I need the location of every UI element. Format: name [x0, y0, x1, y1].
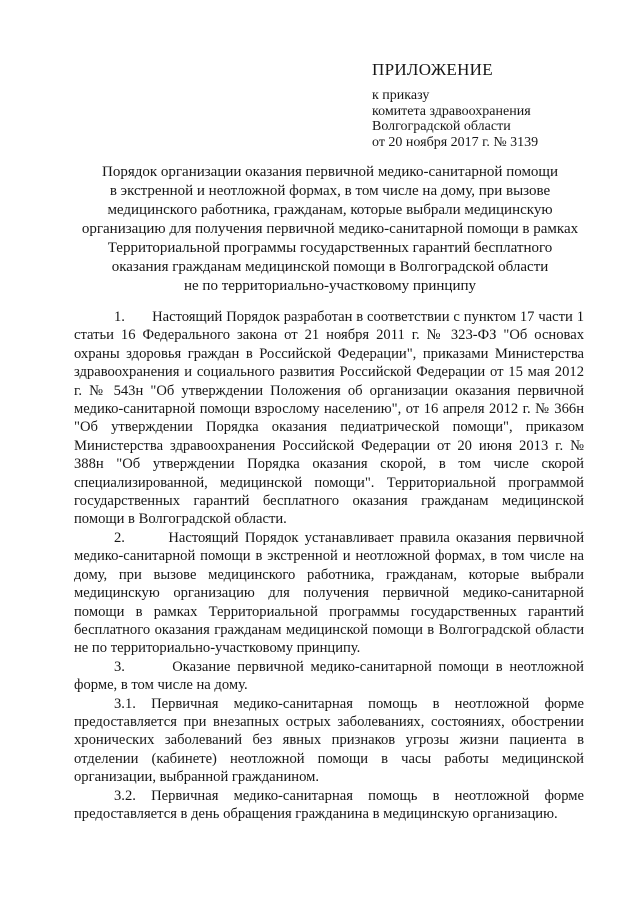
title-line: в экстренной и неотложной формах, в том числе на дому, при вызове	[109, 183, 551, 199]
paragraph-3-1: 3.1. Первичная медико-санитарная помощь в неотложной форме предоставляется при внезапных острых заболеваниях, состояниях, обострении хронических заболеваний без явных признаков угрозы жизни пациента в отделении (кабинете) неотложной помощи в часы работы медицинской организации, выбранной гражданином.	[74, 695, 584, 786]
appendix-reference	[372, 88, 538, 150]
title-line: медицинского работника, гражданам, которые выбрали медицинскую	[107, 202, 553, 218]
document-title	[70, 163, 590, 296]
appendix-ref-line: к приказу	[372, 88, 430, 103]
appendix-title: ПРИЛОЖЕНИЕ	[372, 60, 493, 79]
appendix-ref-line: Волгоградской области	[372, 119, 511, 134]
title-line: организацию для получения первичной медико-санитарной помощи в рамках	[81, 221, 579, 237]
title-line: не по территориально-участковому принципу	[183, 278, 477, 294]
appendix-ref-line: от 20 ноября 2017 г. № 3139	[372, 134, 539, 150]
title-line: оказания гражданам медицинской помощи в Волгоградской области	[111, 259, 549, 275]
title-line: Порядок организации оказания первичной медико-санитарной помощи	[101, 164, 559, 180]
paragraph-3-2: 3.2. Первичная медико-санитарная помощь в неотложной форме предоставляется в день обращения гражданина в медицинскую организацию.	[74, 787, 584, 822]
document-body	[74, 308, 584, 823]
paragraph-2: 2. Настоящий Порядок устанавливает правила оказания первичной медико-санитарной помощи в экстренной и неотложной формах, в том числе на дому, при вызове медицинского работника, гражданам, которые выбрали медицинскую организацию для получения первичной медико-санитарной помощи в рамках Территориальной программы государственных гарантий бесплатного оказания гражданам медицинской помощи в Волгоградской области не по территориально-участковому принципу.	[74, 529, 584, 657]
paragraph-1: 1. Настоящий Порядок разработан в соответствии с пунктом 17 части 1 статьи 16 Федерального закона от 21 ноября 2011 г. № 323-ФЗ "Об основах охраны здоровья граждан в Российской Федерации", приказами Министерства здравоохранения и социального развития Российской Федерации от 15 мая 2012 г. № 543н "Об утверждении Положения об организации оказания первичной медико-санитарной помощи взрослому населению", от 16 апреля 2012 г. № 366н "Об утверждении Порядка оказания педиатрической помощи", приказом Министерства здравоохранения Российской Федерации от 20 июня 2013 г. № 388н "Об утверждении Порядка оказания скорой, в том числе скорой специализированной, медицинской помощи". Территориальной программой государственных гарантий бесплатного оказания гражданам медицинской помощи в Волгоградской области.	[74, 309, 584, 528]
title-line: Территориальной программы государственных гарантий бесплатного	[107, 240, 553, 256]
paragraph-3: 3. Оказание первичной медико-санитарной помощи в неотложной форме, в том числе на дому.	[74, 658, 584, 694]
appendix-ref-line: комитета здравоохранения	[372, 103, 531, 119]
